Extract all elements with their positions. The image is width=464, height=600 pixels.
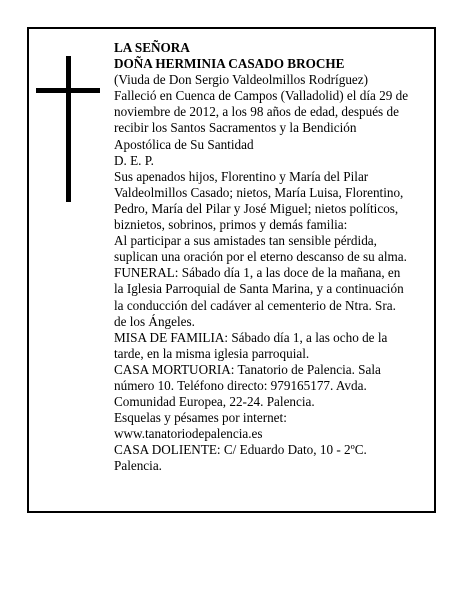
- notice-subtitle: (Viuda de Don Sergio Valdeolmillos Rodríguez): [114, 72, 369, 88]
- notice-line: CASA DOLIENTE: C/ Eduardo Dato, 10 - 2ºC.: [114, 442, 367, 458]
- notice-line: Falleció en Cuenca de Campos (Valladolid) el día 29 de: [114, 88, 409, 104]
- notice-line: Al participar a sus amistades tan sensible pérdida,: [114, 233, 377, 249]
- notice-line: Pedro, María del Pilar y José Miguel; nietos políticos,: [114, 200, 399, 216]
- notice-body: [114, 88, 434, 474]
- notice-line: MISA DE FAMILIA: Sábado día 1, a las ocho de la: [114, 329, 388, 345]
- notice-line: la Iglesia Parroquial de Santa Marina, y a continuación: [114, 281, 404, 297]
- notice-heading: LA SEÑORA: [114, 40, 190, 55]
- notice-line: tarde, en la misma iglesia parroquial.: [114, 345, 310, 361]
- notice-line: recibir los Santos Sacramentos y la Bendición: [114, 120, 357, 136]
- notice-line: www.tanatoriodepalencia.es: [114, 426, 263, 442]
- cross-vertical-bar: [66, 56, 71, 202]
- notice-line: noviembre de 2012, a los 98 años de edad, después de: [114, 104, 399, 120]
- notice-line: Sus apenados hijos, Florentino y María del Pilar: [114, 168, 369, 184]
- notice-line: la conducción del cadáver al cementerio de Ntra. Sra.: [114, 297, 396, 313]
- latin-cross-icon: [36, 56, 100, 202]
- notice-line: número 10. Teléfono directo: 979165177. Avda.: [114, 377, 367, 393]
- notice-line: Esquelas y pésames por internet:: [114, 410, 287, 426]
- notice-line: biznietos, sobrinos, primos y demás familia:: [114, 217, 348, 233]
- notice-line: Apostólica de Su Santidad: [114, 136, 254, 152]
- notice-line: Valdeolmillos Casado; nietos, María Luisa, Florentino,: [114, 184, 404, 200]
- cross-horizontal-bar: [36, 88, 100, 93]
- deceased-name: DOÑA HERMINIA CASADO BROCHE: [114, 56, 345, 72]
- notice-line: Palencia.: [114, 458, 162, 474]
- notice-line: suplican una oración por el eterno descanso de su alma.: [114, 249, 407, 265]
- notice-line: CASA MORTUORIA: Tanatorio de Palencia. Sala: [114, 361, 381, 377]
- notice-line: D. E. P.: [114, 152, 154, 168]
- notice-line: de los Ángeles.: [114, 313, 195, 329]
- notice-line: FUNERAL: Sábado día 1, a las doce de la mañana, en: [114, 265, 401, 281]
- obituary-text: [114, 40, 434, 475]
- notice-line: Comunidad Europea, 22-24. Palencia.: [114, 394, 315, 410]
